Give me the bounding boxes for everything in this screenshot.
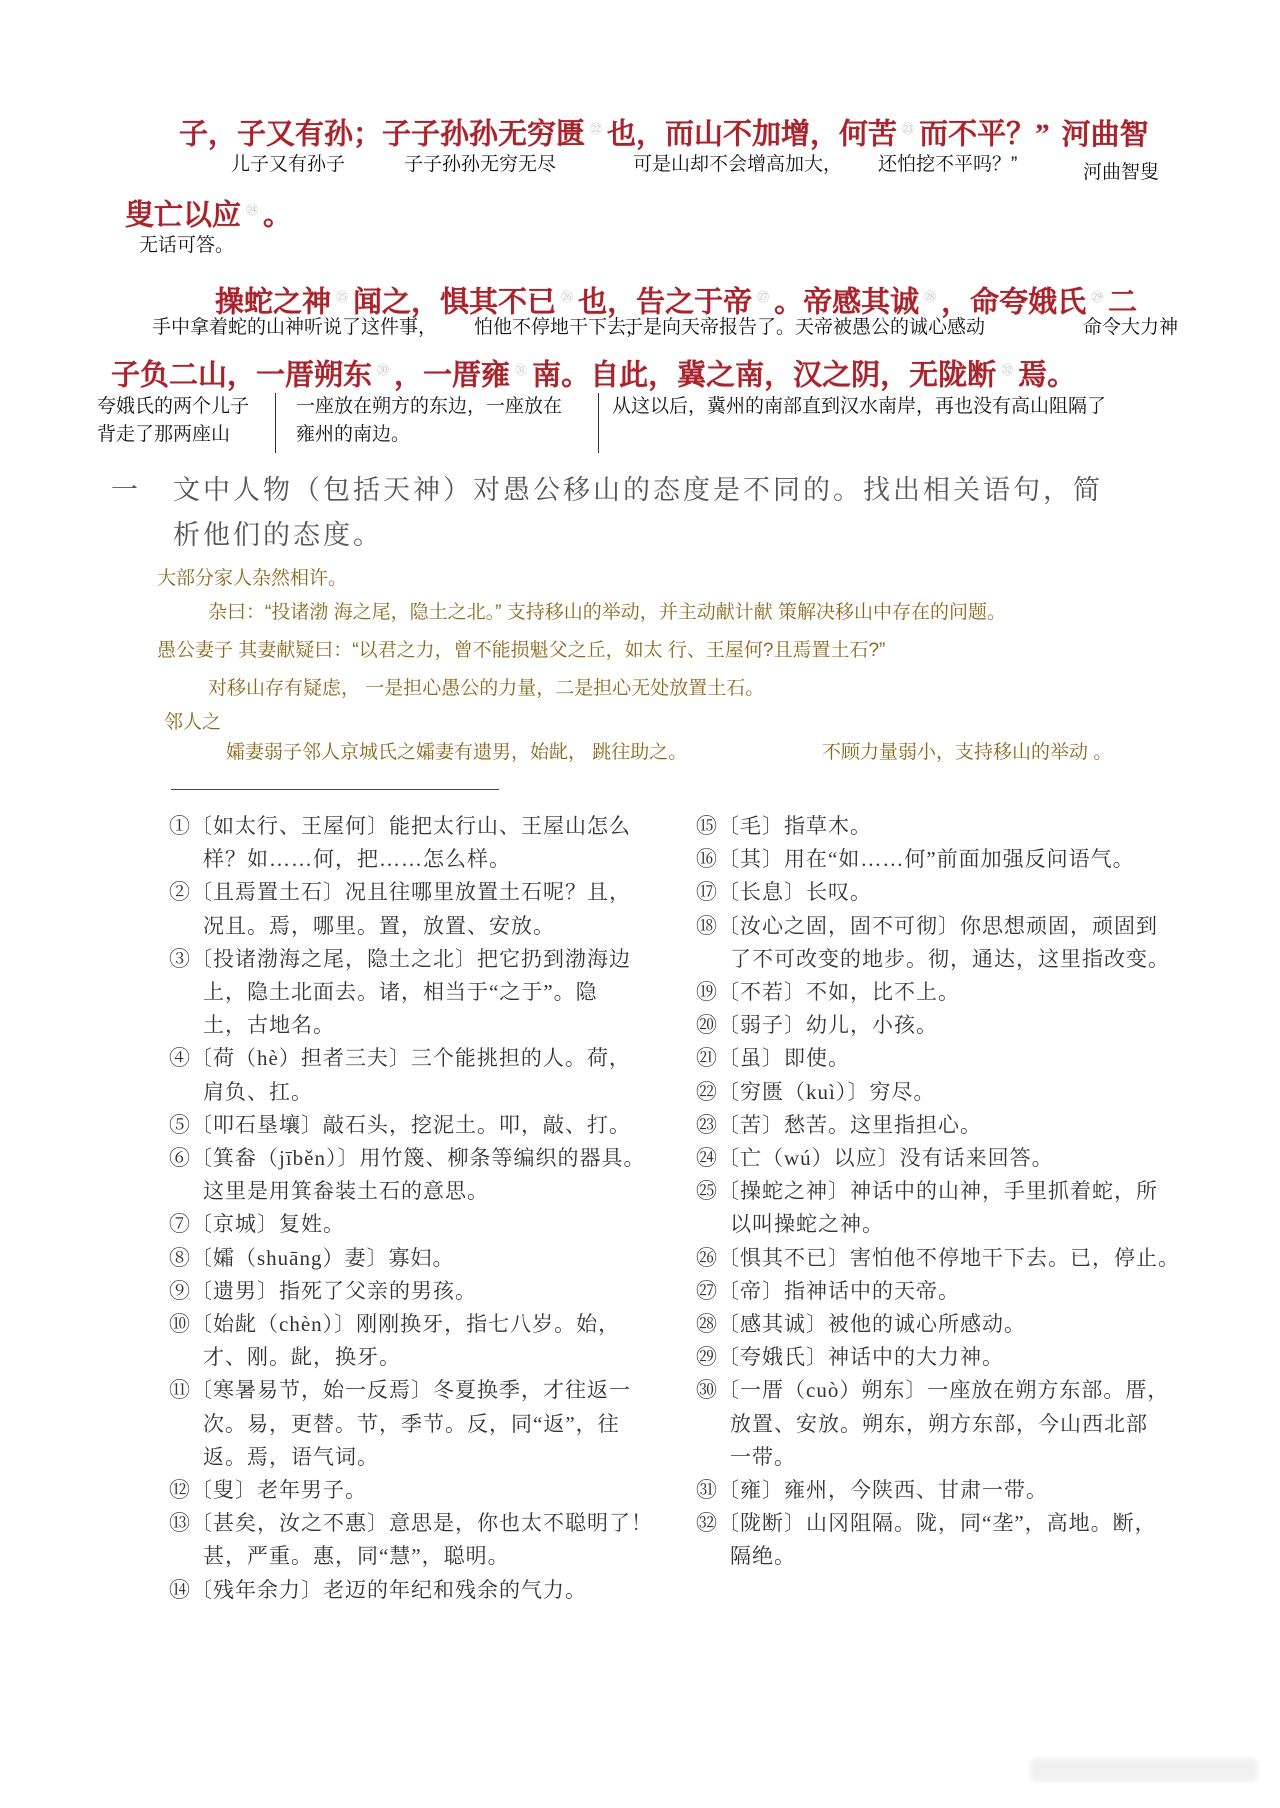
note-marker: ㉕ [336, 290, 349, 304]
passage-text: 河曲智 [1061, 118, 1149, 151]
gloss-text: 手中拿着蛇的山神听说了这件事， [152, 317, 438, 338]
answer-line: 愚公妻子 其妻献疑曰：“以君之力，曾不能损魁父之丘，如太 行、王屋何?且焉置土石?” [157, 640, 886, 661]
passage-text: 也，告之于帝 [578, 286, 753, 319]
footnote-line: ③〔投诸渤海之尾，隐土之北〕把它扔到渤海边 [169, 946, 631, 971]
footnote-line: ⑦〔京城〕复姓。 [169, 1212, 345, 1237]
footnote-line: ⑭〔残年余力〕老迈的年纪和残余的气力。 [169, 1577, 587, 1602]
note-marker: ㉓ [902, 122, 915, 136]
footnote-line: ㉕〔操蛇之神〕神话中的山神，手里抓着蛇，所 [696, 1179, 1158, 1204]
footnote-line: ㉛〔雍〕雍州，今陕西、甘肃一带。 [696, 1478, 1048, 1503]
footnote-line: ㉜〔陇断〕山冈阻隔。陇，同“垄”，高地。断， [696, 1511, 1157, 1536]
footnote-line: 样？如……何，把……怎么样。 [203, 847, 511, 872]
footnote-line: ㉒〔穷匮（kuì）〕穷尽。 [696, 1079, 936, 1104]
passage-text: 焉。 [1018, 359, 1077, 392]
note-marker: ㉗ [757, 290, 770, 304]
gloss-text: 于是向天帝报告了。天帝被愚公的诚心感动 [624, 317, 986, 338]
footnote-line: ⑬〔甚矣，汝之不惠〕意思是，你也太不聪明了！ [169, 1511, 653, 1536]
gloss-text: 无话可答。 [139, 235, 235, 256]
footnote-line: ①〔如太行、王屋何〕能把太行山、王屋山怎么 [169, 814, 631, 838]
footnote-line: 况且。焉，哪里。置，放置、安放。 [203, 913, 555, 938]
footnote-rule [171, 789, 499, 790]
passage-text: 子负二山，一厝朔东 [111, 359, 373, 392]
note-marker: ㉖ [561, 290, 574, 304]
footnote-line: 肩负、扛。 [203, 1079, 313, 1104]
footnote-line: 了不可改变的地步。彻，通达，这里指改变。 [730, 946, 1170, 971]
footnote-line: ⑮〔毛〕指草木。 [696, 814, 872, 838]
note-marker: ㉔ [246, 203, 259, 217]
passage-line-2 [125, 192, 292, 234]
footnote-line: ㉚〔一厝（cuò）朔东〕一座放在朔方东部。厝， [696, 1378, 1170, 1403]
passage-text: 操蛇之神 [215, 286, 332, 319]
note-marker: ㉜ [1001, 363, 1014, 377]
footnote-line: ⑱〔汝心之固，固不可彻〕你思想顽固，顽固到 [696, 913, 1158, 938]
answer-line: 大部分家人杂然相许。 [157, 568, 348, 589]
footnote-line: 土，古地名。 [203, 1013, 335, 1038]
question-text: 析他们的态度。 [173, 520, 383, 550]
passage-line-3 [215, 279, 1137, 321]
watermark-logo [1030, 1758, 1258, 1782]
answer-line: 对移山存有疑虑， 一是担心愚公的力量，二是担心无处放置土石。 [208, 678, 765, 699]
footnotes-right-column [696, 810, 1180, 1574]
footnotes-left-column [169, 810, 653, 1607]
footnote-line: ㉑〔虽〕即使。 [696, 1046, 850, 1071]
passage-text: 而不平？” [919, 118, 1050, 151]
passage-text: ，命夸娥氏 [941, 286, 1087, 319]
answer-line: 邻人之 [164, 712, 222, 733]
gloss-text: 一座放在朔方的东边，一座放在 [296, 396, 563, 417]
gloss-text: 还怕挖不平吗？” [878, 154, 1018, 175]
footnote-line: 这里是用箕畚装土石的意思。 [203, 1179, 489, 1204]
footnote-line: 隔绝。 [730, 1544, 796, 1569]
note-marker: ㉛ [515, 363, 528, 377]
footnote-line: 返。焉，语气词。 [203, 1444, 379, 1469]
footnote-line: ⑩〔始龀（chèn）〕刚刚换牙，指七八岁。始， [169, 1312, 621, 1337]
gloss-text: 夸娥氏的两个儿子 [97, 396, 250, 417]
question-text: 文中人物（包括天神）对愚公移山的态度是不同的。找出相关语句，简 [173, 475, 1103, 505]
note-marker: ㉙ [1091, 290, 1104, 304]
passage-line-4 [111, 352, 1076, 394]
passage-text: 叟亡以应 [125, 199, 242, 232]
footnote-line: ㉔〔亡（wú）以应〕没有话来回答。 [696, 1146, 1054, 1171]
footnote-line: ④〔荷（hè）担者三夫〕三个能挑担的人。荷， [169, 1046, 631, 1071]
gloss-text: 从这以后，冀州的南部直到汉水南岸，再也没有高山阻隔了 [612, 396, 1107, 417]
column-divider [598, 393, 599, 453]
footnote-line: ⑪〔寒暑易节，始一反焉〕冬夏换季，才往返一 [169, 1378, 631, 1403]
passage-text: 南。自此，冀之南，汉之阴，无陇断 [532, 359, 997, 392]
footnote-line: 才、刚。龀，换牙。 [203, 1345, 401, 1370]
footnote-line: 上，隐土北面去。诸，相当于“之于”。隐 [203, 980, 598, 1005]
footnote-line: 甚，严重。惠，同“慧”，聪明。 [203, 1544, 510, 1569]
note-marker: ㉒ [590, 122, 603, 136]
column-divider [275, 393, 276, 453]
note-marker: ㉚ [377, 363, 390, 377]
gloss-text: 背走了那两座山 [97, 424, 231, 445]
footnote-line: ㉖〔惧其不已〕害怕他不停地干下去。已，停止。 [696, 1245, 1180, 1270]
footnote-line: 次。易，更替。节，季节。反，同“返”，往 [203, 1411, 620, 1436]
passage-line-1 [179, 111, 1149, 153]
passage-text: 子，子又有孙；子子孙孙无穷匮 [179, 118, 586, 151]
footnote-line: 放置、安放。朔东，朔方东部，今山西北部 [730, 1411, 1148, 1436]
gloss-text: 雍州的南边。 [296, 424, 411, 445]
gloss-text: 命令大力神 [1083, 317, 1179, 338]
footnote-line: ⑲〔不若〕不如，比不上。 [696, 980, 960, 1005]
gloss-text: 可是山却不会增高加大， [633, 154, 843, 175]
footnote-line: ⑰〔长息〕长叹。 [696, 880, 872, 905]
gloss-text: 子子孙孙无穷无尽 [404, 154, 557, 175]
passage-text: 。 [263, 199, 293, 232]
answer-line: 不顾力量弱小，支持移山的举动 。 [822, 742, 1113, 763]
footnote-line: ⑤〔叩石垦壤〕敲石头，挖泥土。叩，敲、打。 [169, 1112, 631, 1137]
gloss-text: 儿子又有孙子 [231, 154, 346, 175]
footnote-line: ⑥〔箕畚（jīběn）〕用竹篾、柳条等编织的器具。 [169, 1146, 646, 1171]
footnote-line: ㉗〔帝〕指神话中的天帝。 [696, 1278, 960, 1303]
note-marker: ㉘ [924, 290, 937, 304]
footnote-line: ㉙〔夸娥氏〕神话中的大力神。 [696, 1345, 1004, 1370]
footnote-line: ⑫〔叟〕老年男子。 [169, 1478, 367, 1503]
passage-text: 也，而山不加增，何苦 [607, 118, 898, 151]
footnote-line: ⑳〔弱子〕幼儿，小孩。 [696, 1013, 938, 1038]
passage-text: ，一厝雍 [394, 359, 511, 392]
footnote-line: 以叫操蛇之神。 [730, 1212, 884, 1237]
gloss-text: 怕他不停地干下去， [474, 317, 646, 338]
question-number: 一 [111, 475, 141, 505]
footnote-line: ②〔且焉置土石〕况且往哪里放置土石呢？且， [169, 880, 631, 905]
footnote-line: 一带。 [730, 1444, 796, 1469]
passage-text: 二 [1108, 286, 1138, 319]
footnote-line: ⑨〔遗男〕指死了父亲的男孩。 [169, 1278, 477, 1303]
footnote-line: ⑧〔孀（shuāng）妻〕寡妇。 [169, 1245, 455, 1270]
answer-line: 杂曰：“投诸渤 海之尾，隐土之北。” 支持移山的举动，并主动献计献 策解决移山中存在的问题。 [208, 602, 1006, 623]
answer-line: 孀妻弱子邻人京城氏之孀妻有遗男，始龀， 跳往助之。 [226, 742, 688, 763]
passage-text: 闻之，惧其不已 [353, 286, 557, 319]
footnote-line: ㉘〔感其诚〕被他的诚心所感动。 [696, 1312, 1026, 1337]
gloss-text: 河曲智叟 [1083, 162, 1160, 183]
footnote-line: ㉓〔苦〕愁苦。这里指担心。 [696, 1112, 982, 1137]
footnote-line: ⑯〔其〕用在“如……何”前面加强反问语气。 [696, 847, 1135, 872]
passage-text: 。帝感其诚 [774, 286, 920, 319]
